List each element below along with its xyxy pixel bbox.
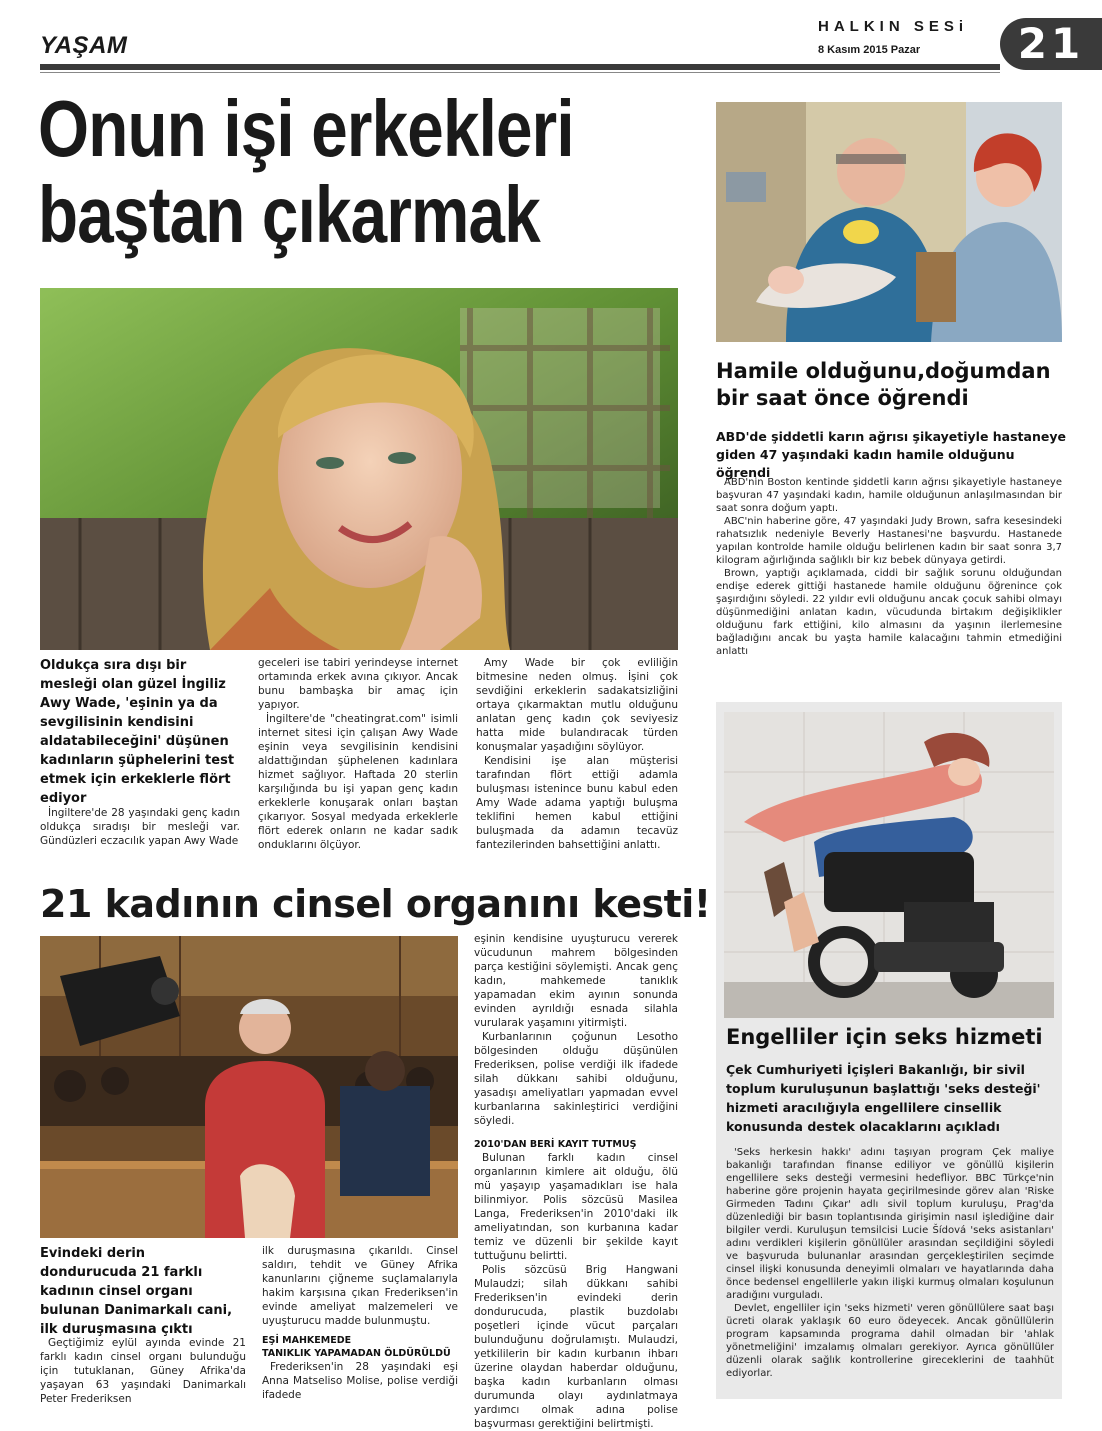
header-rule-thin xyxy=(40,72,1000,73)
page-number: 21 xyxy=(1000,18,1102,70)
story2-body: ABD'nin Boston kentinde şiddetli karın ağrısı şikayetiyle hastaneye başvuran 47 yaşındaki kadın, hamile olduğunun anlaşılmasından bir saat sonra doğum yaptı. ABC'nin haberine göre, 47 yaşındaki Judy Brown, safra kesesindeki rahatsızlık nedeniyle Beverly Hastanesi'ne başvurdu. Hastanede yapılan kontrolde hamile olduğu belirlenen kadın bir saat sonra 3,7 kilogram ağırlığında sağlıklı bir kız bebek dünyaya getirdi. Brown, yaptığı açıklamada, ciddi bir sağlık sorunu olduğundan endişe ederek gittiği hastanede hamile olduğunu öğrenince çok şaşırdığını söyledi. 22 yıldır evli olduğunu ancak çocuk sahibi olmayı düşünmediğini anlatan kadın, vücudunda birtakım değişiklikler olduğunu fark ettiğini, kilo almasını da yaşının ilerlemesine bağladığını ancak bu yaşta hamile kalacağını tahmin etmediğini anlattı xyxy=(716,477,1062,657)
photo-courtroom xyxy=(40,936,458,1238)
photo-couple-with-baby xyxy=(716,102,1062,342)
story2-spot: ABD'de şiddetli karın ağrısı şikayetiyle hastaneye giden 47 yaşındaki kadın hamile olduğunu öğrendi xyxy=(716,429,1066,480)
section-tag: YAŞAM xyxy=(40,32,128,59)
story1-col3: Amy Wade bir çok evliliğin bitmesine neden olmuş. İşini çok sevdiğini erkeklerin sadakatsizliğini ortaya çıkarmaktan mutlu olduğunu anlatan genç kadın çok seviyesiz hatta mide bulandıracak türden konuşmalar yaşadığını söylüyor. Kendisini işe alan müşterisi tarafından flört ettiği adamla buluşması istenince bunu kabul eden Amy Wade adama yaptığı buluşma teklifini hemen kabul ettiğini buluşmada da adamın tecavüz fantezilerinden bahsettiğini anlattı. xyxy=(476,657,678,851)
photo-wheelchair-couple xyxy=(724,712,1054,1018)
header-rule xyxy=(40,64,1000,70)
photo-courtroom-image xyxy=(40,936,458,1238)
story3-subhead-2: 2010'DAN BERİ KAYIT TUTMUŞ xyxy=(474,1139,637,1150)
story3-col3: eşinin kendisine uyuşturucu vererek vücudunun mahrem bölgesinden parça kestiğini söylemişti. Ancak genç kadın, mahkemede tanıklık yapamadan ekim ayının sonunda evinden ayrıldığı esnada silahla vurularak yaşamını yitirmişti. Kurbanlarının çoğunun Lesotho bölgesinden olduğu düşünülen Frederiksen, polise verdiği ilk ifadede silah dükkanı sahibi olduğunu, yasadışı ameliyatları yapmadan evvel kurbanlarına sakinleştirici verdiğini söyledi. 2010'DAN BERİ KAYIT TUTMUŞ Bulunan farklı kadın cinsel organlarının kimlere ait olduğu, ölü mü yaşayıp yaşamadıkları ise hala bilinmiyor. Polis sözcüsü Masilea Langa, Frederiksen'in 2010'daki ilk ameliyatından, son kurbanına kadar temiz ve düzenli bir şekilde kayıt tuttuğunu belirtti. Polis sözcüsü Brig Hangwani Mulaudzi; silah dükkanı sahibi Frederiksen'in evindeki derin dondurucuda, plastik buzdolabı poşetleri içinde vücut parçaları bulunduğunu doğrulamıştı. Mulaudzi, yetkililerin bir kadın kurbanın ihbarı üzerine olaydan haberdar olduğunu, başka kadın kurbanların olması durumunda olayı aydınlatmaya yardımcı olmak adına polise başvurması gerektiğini belirtmişti. xyxy=(474,933,678,1430)
story4-body: 'Seks herkesin hakkı' adını taşıyan program Çek maliye bakanlığı tarafından finanse ediliyor ve gönüllü kişilerin engellilere seks desteği vermesini hedefliyor. BBC Türkçe'nin haberine göre projenin hayata geçirilmesinde görev alan 'Riske Girmeden Tadını Çıkar' adlı sivil toplum kuruluşu, Prag'da düzenlediği bir basın toplantısında girişimin nasıl işlediğine dair bilgiler verdi. Kuruluşun temsilcisi Lucie Šídová 'seks asistanları' adını verdikleri kişilerin gönüllüler arasından seçildiğini söyledi ve başvuruda bulunanlar arasından gerçekleştirilen seçimde cinsel ilişki konusunda deneyimli olmaları ve hayatlarında daha önce bedensel engellilerle yakın ilişki kurmuş olmaları koşulunun aradığını vurguladı. Devlet, engelliler için 'seks hizmeti' veren gönüllülere saat başı ücreti olarak yaklaşık 60 euro ödeyecek. Ancak gönüllülerin program kapsamında programa dahil olmadan bir 'ahlak yönetmeliğini' imzalamış olmaları gerekiyor. Ayrıca gönüllüler düzenli olarak sağlık kontrollerine gireceklerini de taahhüt ediyorlar. xyxy=(726,1147,1054,1379)
photo-woman-smiling-image xyxy=(40,288,678,650)
story3-subhead-1: EŞİ MAHKEMEDE TANIKLIK YAPAMADAN ÖLDÜRÜLDÜ xyxy=(262,1335,451,1359)
newspaper-name: HALKIN SESi xyxy=(818,18,969,35)
story3-headline: 21 kadının cinsel organını kesti! xyxy=(40,882,711,926)
story1-col2: geceleri ise tabiri yerindeyse internet ortamında erkek avına çıkıyor. Ancak bunu bambaşka bir amaç için yapıyor. İngiltere'de "cheatingrat.com" isimli internet sitesi için çalışan Awy Wade eşinin veya sevgilisinin kendisini aldattığından şüphelenen kadınlara hizmet sağlıyor. Haftada 20 sterlin karşılığında bu işi yapan genç kadın erkeklerle konuşarak onları baştan çıkarıyor. Sosyal medyada erkeklerle flört ederek onların ne kadar sadık onduklarını ölçüyor. xyxy=(258,657,458,851)
story4-spot: Çek Cumhuriyeti İçişleri Bakanlığı, bir sivil toplum kuruluşunun başlattığı 'seks desteği' hizmeti aracılığıyla engellilere cinsellik konusunda destek olacaklarını açıkladı xyxy=(726,1062,1041,1134)
issue-date: 8 Kasım 2015 Pazar xyxy=(818,44,921,56)
story3-col1: Geçtiğimiz eylül ayında evinde 21 farklı kadın cinsel organı bulunduğu için tutuklanan, Güney Afrika'da yaşayan 63 yaşındaki Danimarkalı Peter Frederiksen xyxy=(40,1337,246,1405)
story3-col2: ilk duruşmasına çıkarıldı. Cinsel saldırı, tehdit ve Güney Afrika kanunlarını çiğneme suçlamalarıyla hakim karşısına çıkan Frederiksen'in evinde ameliyat malzemeleri ve uyuşturucu madde bulunmuştu. EŞİ MAHKEMEDE TANIKLIK YAPAMADAN ÖLDÜRÜLDÜ Frederiksen'in 28 yaşındaki eşi Anna Matseliso Molise, polise verdiği ifadede xyxy=(262,1245,458,1401)
photo-couple-with-baby-image xyxy=(716,102,1062,342)
story4-headline: Engelliler için seks hizmeti xyxy=(726,1025,1043,1049)
story3-lead: Evindeki derin dondurucuda 21 farklı kadının cinsel organı bulunan Danimarkalı cani, ilk duruşmasına çıktı xyxy=(40,1246,233,1337)
headline-main: Onun işi erkekleri baştan çıkarmak xyxy=(38,84,574,259)
story1-col1: İngiltere'de 28 yaşındaki genç kadın oldukça sıradışı bir mesleği var. Gündüzleri eczacılık yapan Awy Wade xyxy=(40,807,240,847)
story2-headline: Hamile olduğunu,doğumdan bir saat önce öğrendi xyxy=(716,359,1051,410)
photo-wheelchair-couple-image xyxy=(724,712,1054,1018)
photo-woman-smiling xyxy=(40,288,678,650)
story1-lead: Oldukça sıra dışı bir mesleği olan güzel İngiliz Awy Wade, 'eşinin ya da sevgilisinin kendisini aldatabileceğini' düşünen kadınların şüphelerini test etmek için erkeklerle flört ediyor xyxy=(40,658,235,806)
